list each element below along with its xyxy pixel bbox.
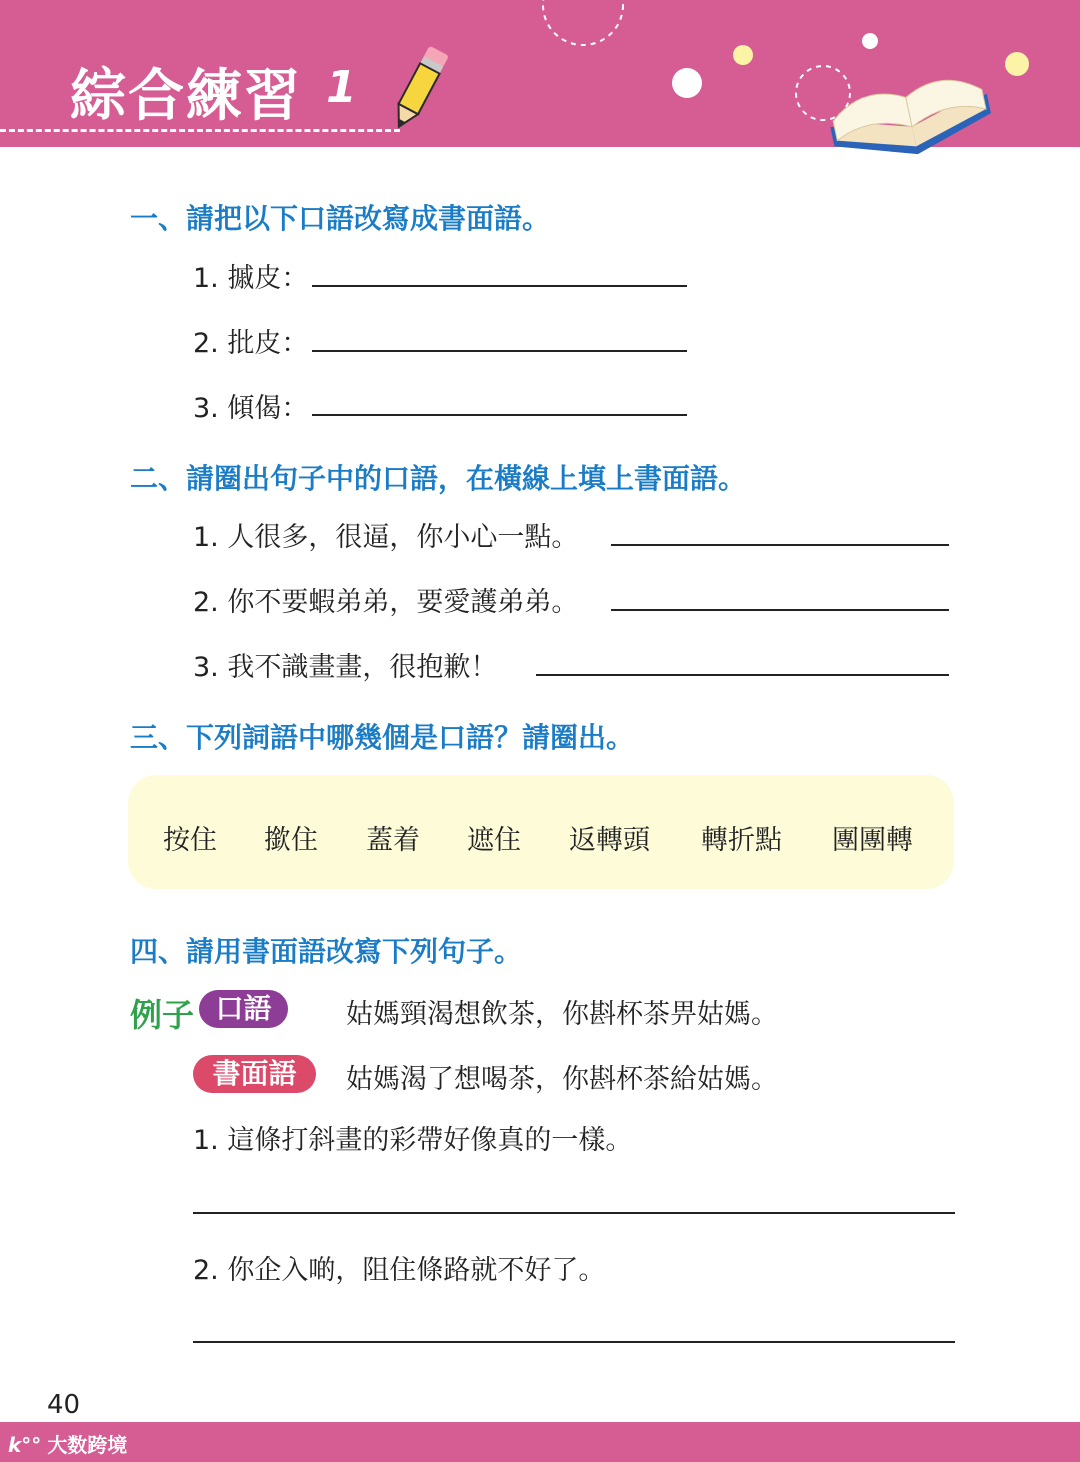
section-2-title: 二、請圈出句子中的口語，在橫線上填上書面語。: [130, 462, 747, 495]
circle-decoration: [862, 33, 878, 49]
page-title: 綜合練習: [70, 64, 302, 129]
page-number: 40: [47, 1390, 81, 1420]
section-3-title: 三、下列詞語中哪幾個是口語？請圈出。: [130, 721, 635, 754]
section-2-item-3: 3. 我不識畫畫，很抱歉！: [193, 652, 498, 683]
section-1-item-3: 3. 傾偈：: [193, 393, 309, 424]
example-written-sentence: 姑媽渴了想喝茶，你斟杯茶給姑媽。: [346, 1064, 778, 1095]
answer-line[interactable]: [193, 1212, 955, 1214]
pencil-icon: [385, 40, 455, 135]
answer-line[interactable]: [312, 285, 687, 287]
footer-bar: [0, 1422, 1080, 1462]
exercise-number: 1: [326, 62, 357, 113]
written-tag: 書面語: [193, 1055, 316, 1093]
header-divider: [0, 129, 400, 132]
example-label: 例子: [130, 996, 195, 1034]
section-4-item-1: 1. 這條打斜畫的彩帶好像真的一樣。: [193, 1125, 633, 1156]
word-option[interactable]: 轉折點: [701, 825, 782, 856]
section-1-item-2: 2. 批皮：: [193, 328, 309, 359]
answer-line[interactable]: [193, 1341, 955, 1343]
book-icon: [820, 55, 1000, 180]
circle-decoration: [672, 68, 702, 98]
answer-line[interactable]: [536, 674, 949, 676]
section-2-item-1: 1. 人很多，很逼，你小心一點。: [193, 522, 579, 553]
word-option[interactable]: 團團轉: [832, 825, 913, 856]
answer-line[interactable]: [611, 544, 949, 546]
circle-decoration: [733, 45, 753, 65]
answer-line[interactable]: [312, 414, 687, 416]
answer-line[interactable]: [611, 609, 949, 611]
dashed-circle-decoration: [540, 0, 630, 55]
section-4-title: 四、請用書面語改寫下列句子。: [130, 935, 523, 968]
word-option[interactable]: 蓋着: [366, 825, 420, 856]
word-box: [128, 775, 954, 889]
section-1-item-1: 1. 摵皮：: [193, 263, 309, 294]
word-option[interactable]: 遮住: [467, 825, 521, 856]
word-option[interactable]: 返轉頭: [569, 825, 650, 856]
word-option[interactable]: 撳住: [264, 825, 318, 856]
example-colloquial-sentence: 姑媽頸渴想飲茶，你斟杯茶畀姑媽。: [346, 999, 778, 1030]
circle-decoration: [1005, 52, 1029, 76]
section-4-item-2: 2. 你企入啲，阻住條路就不好了。: [193, 1255, 606, 1286]
answer-line[interactable]: [312, 350, 687, 352]
colloquial-tag: 口語: [199, 990, 288, 1028]
section-1-title: 一、請把以下口語改寫成書面語。: [130, 202, 551, 235]
section-2-item-2: 2. 你不要蝦弟弟，要愛護弟弟。: [193, 587, 579, 618]
footer-logo: k°° 大数跨境: [8, 1433, 128, 1457]
word-option[interactable]: 按住: [163, 825, 217, 856]
